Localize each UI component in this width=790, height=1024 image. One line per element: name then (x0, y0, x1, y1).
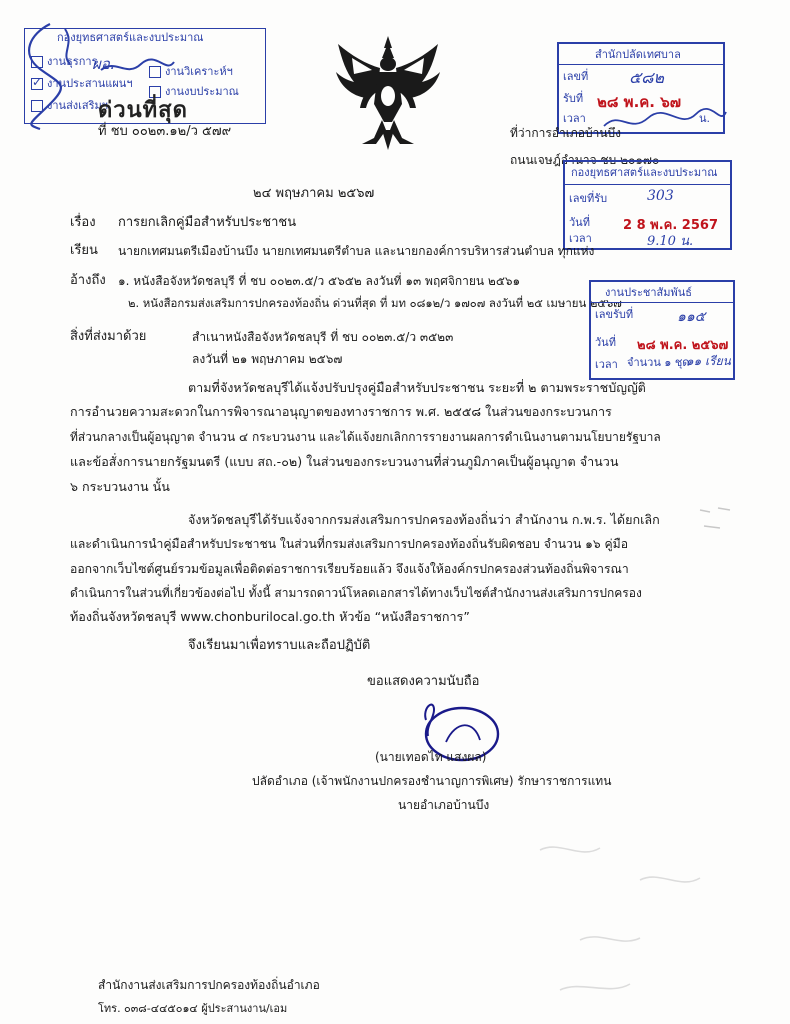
stamp-no-value: ๑๑๕ (677, 309, 706, 325)
body-line: จังหวัดชลบุรีได้รับแจ้งจากกรมส่งเสริมการปกครองท้องถิ่นว่า สำนักงาน ก.พ.ร. ได้ยกเลิก (188, 512, 660, 527)
routing-item: งานธุรการ (31, 55, 97, 69)
stamp-date-label: วันที่ (569, 216, 590, 229)
stamp-date-label: รับที่ (563, 92, 584, 105)
handwritten-scribble (10, 14, 90, 134)
stamp-no-value: ๕๘๒ (629, 68, 664, 87)
stamp-time-label: เวลา (569, 232, 592, 245)
enclosure-label: สิ่งที่ส่งมาด้วย (70, 329, 147, 344)
stamp-no-label: เลขที่ (563, 70, 589, 83)
enclosure-item: สำเนาหนังสือจังหวัดชลบุรี ที่ ชบ ๐๐๒๓.๕/ว ๓๕๒๓ (192, 330, 454, 344)
body-line: ดำเนินการในส่วนที่เกี่ยวข้องต่อไป ทั้งนี้ สามารถดาวน์โหลดเอกสารได้ทางเว็บไซต์สำนักงานส่งเสริมการปกครอง (70, 586, 642, 600)
routing-stamp-header: กองยุทธศาสตร์และงบประมาณ (57, 31, 204, 44)
document-date: ๒๔ พฤษภาคม ๒๕๖๗ (253, 186, 375, 201)
recipient-label: เรียน (70, 243, 98, 258)
garuda-emblem (332, 34, 444, 152)
stamp-time-label: เวลา (563, 112, 586, 125)
signer-subtitle: นายอำเภอบ้านบึง (398, 798, 490, 812)
body-line: ที่ส่วนกลางเป็นผู้อนุญาต จำนวน ๔ กระบวนงาน และได้แจ้งยกเลิกการรายงานผลการดำเนินงานตามนโยบายรัฐบาล (70, 430, 661, 444)
body-line: ๖ กระบวนงาน นั้น (70, 479, 170, 494)
body-line: ตามที่จังหวัดชลบุรีได้แจ้งปรับปรุงคู่มือสำหรับประชาชน ระยะที่ ๒ ตามพระราชบัญญัติ (188, 380, 646, 395)
recipient-text: นายกเทศมนตรีเมืองบ้านบึง นายกเทศมนตรีตำบล และนายกองค์การบริหารส่วนตำบล ทุกแห่ง (118, 244, 595, 258)
urgency-stamp: ด่วนที่สุด (98, 98, 188, 123)
stamp-no-label: เลขรับที่ (595, 308, 634, 321)
signer-name: (นายเทอดไท แสงผล) (375, 750, 487, 764)
stamp-time-label: เวลา (595, 358, 618, 371)
enclosure-date: ลงวันที่ ๒๑ พฤษภาคม ๒๕๖๗ (192, 352, 343, 366)
reference-item: ๑. หนังสือจังหวัดชลบุรี ที่ ชบ ๐๐๒๓.๕/ว ๕๖๕๒ ลงวันที่ ๑๓ พฤศจิกายน ๒๕๖๑ (118, 274, 521, 288)
body-line: ออกจากเว็บไซต์ศูนย์รวมข้อมูลเพื่อติดต่อราชการเรียบร้อยแล้ว จึงแจ้งให้องค์กรปกครองส่วนท้องถิ่นพิจารณา (70, 562, 629, 576)
closing-request: จึงเรียนมาเพื่อทราบและถือปฏิบัติ (188, 638, 371, 653)
routing-item: งานวิเคราะห์ฯ (149, 65, 233, 79)
bleed-through-marks (520, 820, 750, 1010)
stamp-no-value: 303 (647, 188, 674, 204)
reference-item: ๒. หนังสือกรมส่งเสริมการปกครองท้องถิ่น ด่วนที่สุด ที่ มท ๐๘๑๒/ว ๑๗๐๗ ลงวันที่ ๒๕ เมษายน ๒๕๖๗ (128, 296, 622, 310)
stamp-date-value: ๒๘ พ.ค. ๒๕๖๗ (637, 338, 729, 353)
stamp-no-label: เลขที่รับ (569, 192, 608, 205)
body-line: และดำเนินการนำคู่มือสำหรับประชาชน ในส่วนที่กรมส่งเสริมการปกครองท้องถิ่นรับผิดชอบ จำนวน ๑๖ คู่มือ (70, 537, 629, 551)
body-line: การอำนวยความสะดวกในการพิจารณาอนุญาตของทางราชการ พ.ศ. ๒๕๕๘ ในส่วนของกระบวนการ (70, 404, 612, 419)
stamp-time-value: จำนวน ๑ ชุด (627, 356, 690, 369)
signer-title: ปลัดอำเภอ (เจ้าพนักงานปกครองชำนาญการพิเศษ) รักษาราชการแทน (252, 774, 612, 788)
footer-contact: โทร. ๐๓๘-๔๔๕๐๑๔ ผู้ประสานงาน/เอม (98, 1002, 288, 1015)
stamp-title: งานประชาสัมพันธ์ (605, 286, 692, 299)
routing-item: งานส่งเสริมฯ (31, 99, 108, 113)
stamp-title: สำนักปลัดเทศบาล (595, 48, 681, 61)
issuing-office: ที่ว่าการอำเภอบ้านบึง (510, 126, 622, 140)
handwritten-scribble (96, 56, 176, 80)
stamp-time-value: 9.10 น. (647, 234, 694, 249)
body-line: และข้อสั่งการนายกรัฐมนตรี (แบบ สถ.-๐๒) ในส่วนของกระบวนงานที่ส่วนภูมิภาคเป็นผู้อนุญาต จำนวน (70, 454, 619, 469)
stamp-date-label: วันที่ (595, 336, 616, 349)
issuing-office-address: ถนนเจษฎ์อำนาจ ชบ ๒๐๑๗๐ (510, 153, 660, 167)
stamp-date-value: 2 8 พ.ค. 2567 (623, 218, 718, 233)
footer-office: สำนักงานส่งเสริมการปกครองท้องถิ่นอำเภอ (98, 978, 320, 992)
subject-text: การยกเลิกคู่มือสำหรับประชาชน (118, 215, 297, 230)
bleed-through-marks (690, 490, 750, 550)
body-line: ท้องถิ่นจังหวัดชลบุรี www.chonburilocal.go.th หัวข้อ “หนังสือราชการ” (70, 609, 470, 624)
stamp-title: กองยุทธศาสตร์และงบประมาณ (571, 166, 718, 179)
subject-label: เรื่อง (70, 215, 96, 230)
stamp-time-value: น. (699, 112, 711, 125)
routing-item: งานงบประมาณ (149, 85, 239, 99)
handwritten-note: ๑๑ เรียน (686, 354, 731, 368)
document-reference-number: ที่ ชบ ๐๐๒๓.๑๒/ว ๕๗๙ (98, 124, 232, 139)
closing-regards: ขอแสดงความนับถือ (367, 674, 480, 689)
received-stamp-strategy-division (563, 160, 732, 250)
routing-item: ✓ งานประสานแผนฯ (32, 75, 133, 90)
stamp-date-value: ๒๘ พ.ค. ๖๗ (597, 93, 682, 111)
reference-label: อ้างถึง (70, 273, 106, 288)
handwritten-note: ผอ. (92, 55, 115, 73)
